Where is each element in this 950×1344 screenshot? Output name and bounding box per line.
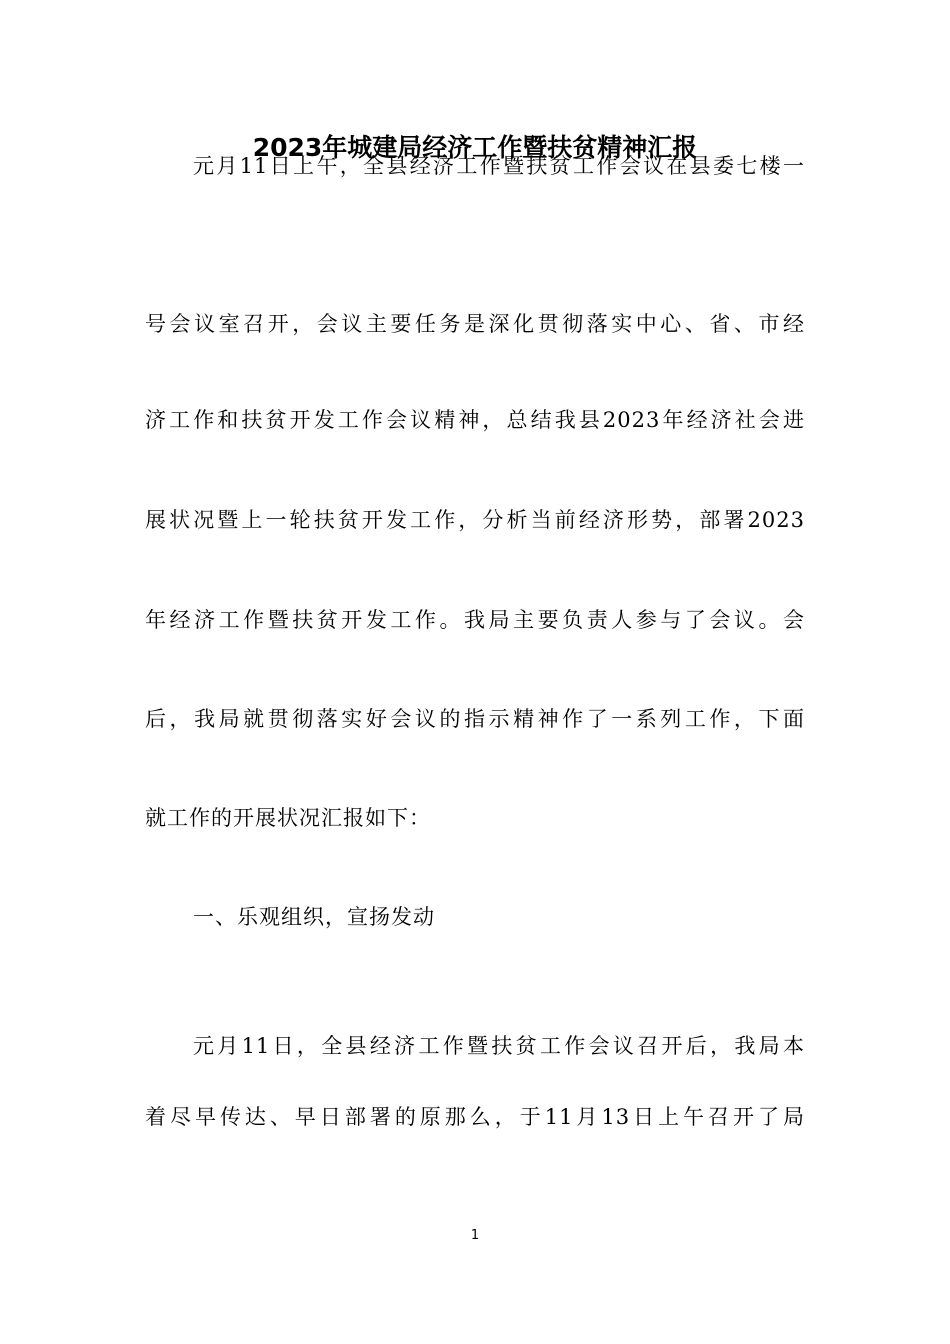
paragraph-line: 就工作的开展状况汇报如下： xyxy=(145,806,431,830)
paragraph-line: 济工作和扶贫开发工作会议精神，总结我县2023年经济社会进 xyxy=(145,408,805,432)
paragraph-line: 元月11日上午，全县经济工作暨扶贫工作会议在县委七楼一 xyxy=(193,154,805,178)
paragraph-line: 着尽早传达、早日部署的原那么，于11月13日上午召开了局 xyxy=(145,1105,805,1129)
section-heading: 一、乐观组织，宣扬发动 xyxy=(193,905,435,929)
page-number: 1 xyxy=(470,1228,480,1243)
paragraph-line: 号会议室召开，会议主要任务是深化贯彻落实中心、省、市经 xyxy=(145,312,805,336)
paragraph-line: 年经济工作暨扶贫开发工作。我局主要负责人参与了会议。会 xyxy=(145,608,805,632)
paragraph-line: 展状况暨上一轮扶贫开发工作，分析当前经济形势，部署2023 xyxy=(145,508,805,532)
paragraph-line: 后，我局就贯彻落实好会议的指示精神作了一系列工作，下面 xyxy=(145,707,805,731)
document-title: 2023年城建局经济工作暨扶贫精神汇报 xyxy=(252,133,698,162)
paragraph-line: 元月11日，全县经济工作暨扶贫工作会议召开后，我局本 xyxy=(193,1034,805,1058)
